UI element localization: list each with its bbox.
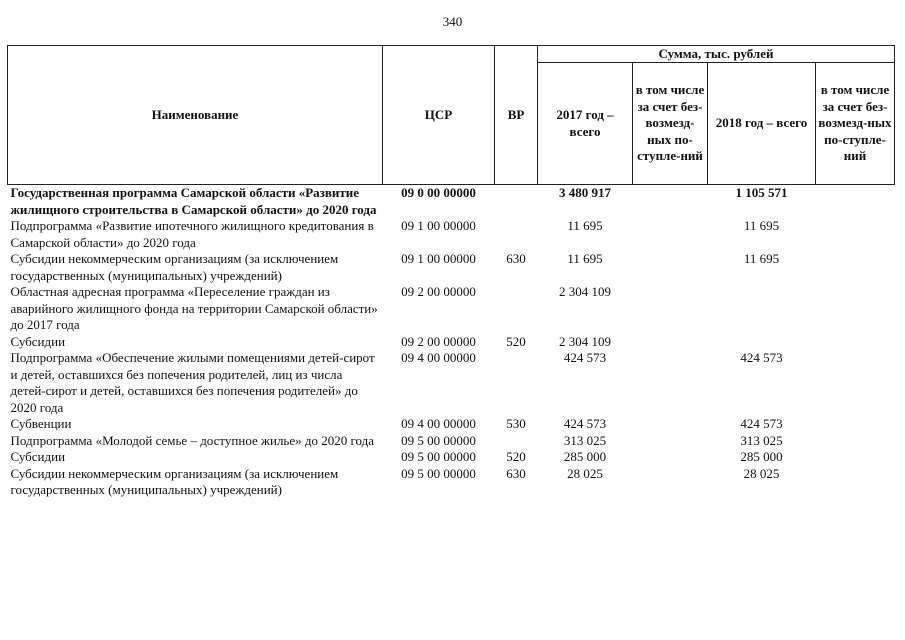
row-2017-free — [633, 185, 708, 219]
row-2018-free — [816, 251, 895, 284]
table-row — [8, 218, 895, 251]
header-2017-total: 2017 год – всего — [538, 63, 633, 185]
row-vr: 520 — [506, 449, 526, 464]
row-2017: 285 000 — [563, 449, 607, 464]
row-name: Подпрограмма «Обеспечение жилыми помещениями детей-сирот и детей, оставшихся без попечения родителей, лиц из числа детей-сирот и детей, оставшихся без попечения родителей» до 2020 года — [10, 350, 375, 415]
row-2018: 424 573 — [740, 350, 783, 365]
row-2018: 285 000 — [740, 449, 783, 464]
row-vr: 520 — [506, 333, 526, 349]
row-2018-free — [816, 334, 895, 351]
row-2017-free — [633, 466, 708, 499]
row-2018: 1 105 571 — [735, 185, 788, 200]
table-row — [8, 185, 895, 219]
row-name: Государственная программа Самарской области «Развитие жилищного строительства в Самарской области» до 2020 года — [10, 185, 377, 217]
table-row — [8, 284, 895, 334]
row-2018-free — [816, 466, 895, 499]
row-2018-free — [816, 284, 895, 334]
row-2018-free — [816, 449, 895, 466]
row-2017-free — [633, 416, 708, 433]
table-body — [8, 185, 895, 499]
row-name: Субсидии — [10, 333, 66, 349]
row-2017: 28 025 — [567, 465, 603, 481]
row-csr: 09 0 00 00000 — [401, 185, 476, 200]
row-2017-free — [633, 449, 708, 466]
row-2017-free — [633, 251, 708, 284]
row-2017-free — [633, 334, 708, 351]
table-header — [8, 46, 895, 185]
header-name: Наименование — [8, 46, 383, 185]
row-2018-free — [816, 350, 895, 416]
row-name: Субсидии — [10, 449, 66, 464]
row-2017-free — [633, 218, 708, 251]
table-row — [8, 466, 895, 499]
row-csr: 09 2 00 00000 — [401, 284, 476, 299]
table-row — [8, 449, 895, 466]
row-vr: 530 — [506, 416, 526, 431]
row-2018-free — [816, 185, 895, 219]
row-2017: 11 695 — [567, 251, 603, 266]
page-number: 340 — [442, 14, 463, 29]
row-csr: 09 1 00 00000 — [401, 218, 476, 233]
header-2018-total: 2018 год – всего — [708, 63, 816, 185]
table-row — [8, 334, 895, 351]
row-vr — [495, 433, 538, 450]
row-vr — [495, 185, 538, 219]
table-row — [8, 251, 895, 284]
row-2017: 2 304 109 — [559, 284, 611, 299]
row-2018: 28 025 — [743, 465, 780, 481]
row-2018: 313 025 — [740, 432, 783, 448]
header-vr: ВР — [495, 46, 538, 185]
row-2017: 11 695 — [567, 218, 603, 233]
row-2018: 11 695 — [743, 218, 780, 233]
row-2017-free — [633, 284, 708, 334]
row-vr — [495, 218, 538, 251]
row-vr: 630 — [506, 465, 526, 481]
row-csr: 09 5 00 00000 — [401, 449, 476, 464]
row-csr: 09 5 00 00000 — [401, 432, 476, 448]
row-2018-free — [816, 416, 895, 433]
table-row — [8, 433, 895, 450]
header-2018-free: в том числе за счет без-возмезд-ных по-ступле-ний — [816, 63, 895, 185]
header-sum: Сумма, тыс. рублей — [538, 46, 895, 63]
row-2018 — [708, 284, 816, 334]
row-2018-free — [816, 433, 895, 450]
row-2018: 424 573 — [740, 416, 783, 431]
row-2017-free — [633, 350, 708, 416]
row-name: Подпрограмма «Развитие ипотечного жилищного кредитования в Самарской области» до 2020 года — [10, 218, 374, 250]
row-csr: 09 5 00 00000 — [401, 465, 476, 481]
row-2018: 11 695 — [743, 251, 780, 266]
row-name: Субсидии некоммерческим организациям (за исключением государственных (муниципальных) учреждений) — [10, 465, 339, 497]
row-vr — [495, 284, 538, 334]
row-2017: 313 025 — [563, 432, 607, 448]
row-csr: 09 1 00 00000 — [401, 251, 476, 266]
row-name: Субвенции — [10, 416, 72, 431]
table-row — [8, 350, 895, 416]
header-2017-free: в том числе за счет без-возмезд-ных по-ступле-ний — [633, 63, 708, 185]
row-2017: 2 304 109 — [559, 333, 611, 349]
row-name: Областная адресная программа «Переселение граждан из аварийного жилищного фонда на территории Самарской области» до 2017 года — [10, 284, 378, 332]
row-vr: 630 — [506, 251, 526, 266]
header-csr: ЦСР — [383, 46, 495, 185]
row-2017: 424 573 — [563, 416, 607, 431]
row-2018 — [708, 334, 816, 351]
row-csr: 09 2 00 00000 — [401, 333, 476, 349]
budget-table — [7, 45, 895, 499]
row-vr — [495, 350, 538, 416]
row-csr: 09 4 00 00000 — [401, 416, 476, 431]
row-2017: 424 573 — [563, 350, 607, 365]
row-2017-free — [633, 433, 708, 450]
row-2017: 3 480 917 — [559, 185, 611, 200]
table-row — [8, 416, 895, 433]
row-csr: 09 4 00 00000 — [401, 350, 476, 365]
row-name: Субсидии некоммерческим организациям (за исключением государственных (муниципальных) учреждений) — [10, 251, 339, 283]
row-name: Подпрограмма «Молодой семье – доступное жилье» до 2020 года — [10, 432, 375, 448]
row-2018-free — [816, 218, 895, 251]
